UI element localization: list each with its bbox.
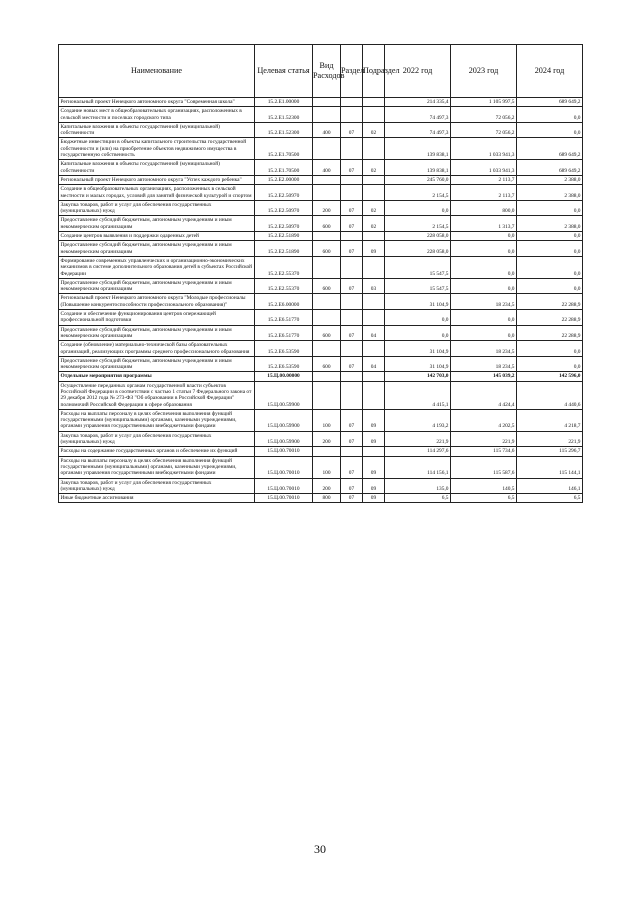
cell-2022: 214 335,4	[385, 98, 451, 107]
cell-code: 15.2.Е2.51890	[255, 232, 313, 241]
cell-razdel: 07	[341, 494, 363, 503]
cell-razdel	[341, 232, 363, 241]
table-row	[59, 175, 583, 184]
table-row	[59, 138, 583, 160]
cell-2023: 4 202,5	[451, 409, 517, 431]
cell-2022: 135,0	[385, 478, 451, 494]
cell-name: Расходы на содержание государственных органов и обеспечение их функций	[59, 447, 255, 456]
cell-razdel	[341, 447, 363, 456]
cell-2023: 115 734,6	[451, 447, 517, 456]
cell-vid: 200	[313, 478, 341, 494]
cell-code: 15.Ц.00.00000	[255, 372, 313, 381]
cell-2024: 4 440,6	[517, 381, 583, 409]
cell-podrazdel: 02	[363, 216, 385, 232]
table-row	[59, 122, 583, 138]
cell-2022: 15 547,5	[385, 278, 451, 294]
table-row	[59, 232, 583, 241]
header-2022: 2022 год	[385, 45, 451, 98]
cell-vid	[313, 185, 341, 201]
cell-vid	[313, 381, 341, 409]
cell-code: 15.2.Е6.53590	[255, 356, 313, 372]
cell-razdel	[341, 294, 363, 310]
cell-name: Расходы на выплаты персоналу в целях обеспечения выполнения функций государственными (муниципальными) органами, казенными учреждениями, органами управления государственными внебюджетными фондами	[59, 409, 255, 431]
cell-razdel	[341, 256, 363, 278]
cell-vid: 600	[313, 278, 341, 294]
cell-razdel	[341, 310, 363, 326]
header-podrazdel: Подраздел	[363, 45, 385, 98]
cell-2022: 139 838,1	[385, 160, 451, 176]
cell-2024: 22 288,9	[517, 294, 583, 310]
table-row	[59, 341, 583, 357]
cell-razdel: 07	[341, 356, 363, 372]
cell-podrazdel: 04	[363, 325, 385, 341]
cell-razdel: 07	[341, 456, 363, 478]
cell-podrazdel	[363, 98, 385, 107]
cell-vid	[313, 341, 341, 357]
cell-vid	[313, 107, 341, 123]
cell-name: Расходы на выплаты персоналу в целях обеспечения выполнения функций государственными (муниципальными) органами, казенными учреждениями, органами управления государственными внебюджетными фондами	[59, 456, 255, 478]
cell-2023: 1 313,7	[451, 216, 517, 232]
cell-2022: 228 058,0	[385, 241, 451, 257]
cell-name: Капитальные вложения в объекты государственной (муниципальной) собственности	[59, 122, 255, 138]
cell-name: Капитальные вложения в объекты государственной (муниципальной) собственности	[59, 160, 255, 176]
cell-code: 15.Ц.00.70010	[255, 456, 313, 478]
cell-vid: 100	[313, 409, 341, 431]
cell-name: Региональный проект Ненецкого автономного округа "Молодые профессионалы (Повышение конкурентоспособности профессионального образования)"	[59, 294, 255, 310]
cell-2024: 0,0	[517, 241, 583, 257]
cell-2023: 0,0	[451, 310, 517, 326]
page-number: 30	[314, 842, 326, 856]
cell-2023: 1 105 997,5	[451, 98, 517, 107]
cell-podrazdel	[363, 341, 385, 357]
cell-2022: 0,0	[385, 325, 451, 341]
cell-code: 15.Ц.00.59900	[255, 409, 313, 431]
cell-2023: 0,0	[451, 232, 517, 241]
cell-podrazdel	[363, 310, 385, 326]
cell-podrazdel	[363, 381, 385, 409]
cell-razdel	[341, 185, 363, 201]
cell-2024: 0,0	[517, 200, 583, 216]
table-row	[59, 409, 583, 431]
cell-code: 15.2.Е1.70500	[255, 160, 313, 176]
cell-2022: 4 193,2	[385, 409, 451, 431]
cell-razdel: 07	[341, 122, 363, 138]
header-2023: 2023 год	[451, 45, 517, 98]
cell-podrazdel: 09	[363, 409, 385, 431]
cell-2023: 800,0	[451, 200, 517, 216]
cell-podrazdel: 09	[363, 431, 385, 447]
cell-2024: 2 388,0	[517, 216, 583, 232]
cell-code: 15.2.Е1.00000	[255, 98, 313, 107]
cell-name: Закупка товаров, работ и услуг для обеспечения государственных (муниципальных) нужд	[59, 478, 255, 494]
cell-2023: 18 234,5	[451, 341, 517, 357]
cell-code: 15.2.Е2.50970	[255, 185, 313, 201]
cell-podrazdel	[363, 372, 385, 381]
table-row	[59, 494, 583, 503]
cell-2022: 74 497,3	[385, 122, 451, 138]
cell-name: Закупка товаров, работ и услуг для обеспечения государственных (муниципальных) нужд	[59, 431, 255, 447]
table-header-row	[59, 45, 583, 98]
table-row	[59, 381, 583, 409]
cell-2022: 142 703,0	[385, 372, 451, 381]
cell-code: 15.2.Е2.00000	[255, 175, 313, 184]
table-body	[59, 98, 583, 503]
cell-name: Создание и обеспечение функционирования центров опережающей профессиональной подготовки	[59, 310, 255, 326]
cell-razdel	[341, 372, 363, 381]
cell-2024: 0,0	[517, 122, 583, 138]
cell-vid: 200	[313, 431, 341, 447]
cell-vid	[313, 98, 341, 107]
cell-vid	[313, 256, 341, 278]
cell-2022: 74 497,3	[385, 107, 451, 123]
table-row	[59, 256, 583, 278]
cell-2023: 2 113,7	[451, 185, 517, 201]
cell-code: 15.2.Е1.52300	[255, 107, 313, 123]
table-row	[59, 431, 583, 447]
header-razdel: Раздел	[341, 45, 363, 98]
cell-code: 15.2.Е6.51770	[255, 310, 313, 326]
table-row	[59, 241, 583, 257]
cell-2022: 228 058,0	[385, 232, 451, 241]
cell-2023: 0,0	[451, 325, 517, 341]
cell-2022: 6,5	[385, 494, 451, 503]
cell-podrazdel	[363, 256, 385, 278]
cell-2024: 22 288,9	[517, 310, 583, 326]
header-code: Целевая статья	[255, 45, 313, 98]
cell-vid	[313, 138, 341, 160]
cell-razdel: 07	[341, 200, 363, 216]
cell-2023: 0,0	[451, 241, 517, 257]
table-row	[59, 216, 583, 232]
cell-2022: 0,0	[385, 200, 451, 216]
cell-podrazdel: 02	[363, 200, 385, 216]
cell-podrazdel: 04	[363, 356, 385, 372]
cell-2023: 145 039,2	[451, 372, 517, 381]
cell-2022: 245 760,0	[385, 175, 451, 184]
header-vid: Вид Расходов	[313, 45, 341, 98]
cell-code: 15.2.Е6.53590	[255, 341, 313, 357]
header-name: Наименование	[59, 45, 255, 98]
cell-2023: 72 056,2	[451, 122, 517, 138]
header-2024: 2024 год	[517, 45, 583, 98]
cell-razdel	[341, 98, 363, 107]
cell-name: Бюджетные инвестиции в объекты капитального строительства государственной собственности и (или) на приобретение объектов недвижимого имущества в государственную собственность	[59, 138, 255, 160]
cell-razdel: 07	[341, 216, 363, 232]
cell-vid	[313, 310, 341, 326]
cell-code: 15.2.Е2.55370	[255, 256, 313, 278]
cell-2022: 31 104,9	[385, 341, 451, 357]
budget-table-sheet	[58, 44, 582, 503]
cell-2024: 0,0	[517, 278, 583, 294]
cell-vid: 100	[313, 456, 341, 478]
cell-podrazdel: 02	[363, 160, 385, 176]
cell-razdel: 07	[341, 278, 363, 294]
table-row	[59, 185, 583, 201]
cell-code: 15.2.Е2.50970	[255, 216, 313, 232]
cell-2024: 0,0	[517, 356, 583, 372]
cell-2023: 2 113,7	[451, 175, 517, 184]
cell-2023: 1 033 941,3	[451, 138, 517, 160]
cell-code: 15.2.Е2.50970	[255, 200, 313, 216]
table-row	[59, 325, 583, 341]
cell-2022: 139 838,1	[385, 138, 451, 160]
cell-2022: 31 104,9	[385, 294, 451, 310]
cell-2024: 0,0	[517, 256, 583, 278]
cell-vid: 600	[313, 325, 341, 341]
cell-podrazdel: 03	[363, 278, 385, 294]
cell-vid: 200	[313, 200, 341, 216]
cell-code: 15.Ц.00.59900	[255, 431, 313, 447]
cell-podrazdel	[363, 294, 385, 310]
cell-2023: 140,5	[451, 478, 517, 494]
cell-2022: 15 547,5	[385, 256, 451, 278]
cell-code: 15.2.Е6.00000	[255, 294, 313, 310]
table-row	[59, 98, 583, 107]
cell-2024: 4 218,7	[517, 409, 583, 431]
cell-2022: 4 415,1	[385, 381, 451, 409]
cell-2023: 4 424,4	[451, 381, 517, 409]
cell-2022: 114 297,6	[385, 447, 451, 456]
cell-2024: 221,9	[517, 431, 583, 447]
cell-2022: 221,9	[385, 431, 451, 447]
cell-vid: 600	[313, 241, 341, 257]
table-row	[59, 478, 583, 494]
cell-name: Создание центров выявления и поддержки одаренных детей	[59, 232, 255, 241]
table-row	[59, 310, 583, 326]
cell-code: 15.Ц.00.70010	[255, 494, 313, 503]
cell-code: 15.Ц.00.59900	[255, 381, 313, 409]
cell-podrazdel	[363, 232, 385, 241]
cell-podrazdel: 09	[363, 494, 385, 503]
cell-2024: 0,0	[517, 232, 583, 241]
cell-vid: 800	[313, 494, 341, 503]
cell-2024: 689 649,2	[517, 98, 583, 107]
table-row	[59, 294, 583, 310]
cell-2022: 114 156,1	[385, 456, 451, 478]
cell-2023: 72 056,2	[451, 107, 517, 123]
cell-podrazdel	[363, 447, 385, 456]
cell-code: 15.Ц.00.70010	[255, 478, 313, 494]
cell-name: Региональный проект Ненецкого автономного округа "Современная школа"	[59, 98, 255, 107]
cell-razdel: 07	[341, 160, 363, 176]
cell-vid	[313, 447, 341, 456]
cell-name: Отдельные мероприятия программы	[59, 372, 255, 381]
cell-code: 15.2.Е2.51890	[255, 241, 313, 257]
cell-2023: 1 033 941,3	[451, 160, 517, 176]
cell-2024: 0,0	[517, 341, 583, 357]
cell-podrazdel	[363, 185, 385, 201]
cell-name: Предоставление субсидий бюджетным, автономным учреждениям и иным некоммерческим организациям	[59, 241, 255, 257]
cell-2023: 18 234,5	[451, 294, 517, 310]
cell-2024: 689 649,2	[517, 160, 583, 176]
table-row	[59, 278, 583, 294]
cell-2022: 2 154,5	[385, 216, 451, 232]
cell-name: Иные бюджетные ассигнования	[59, 494, 255, 503]
cell-2023: 0,0	[451, 256, 517, 278]
cell-razdel	[341, 381, 363, 409]
cell-name: Создание новых мест в общеобразовательных организациях, расположенных в сельской местности и поселках городского типа	[59, 107, 255, 123]
cell-razdel	[341, 107, 363, 123]
cell-2022: 2 154,5	[385, 185, 451, 201]
cell-razdel: 07	[341, 325, 363, 341]
cell-2024: 2 388,0	[517, 175, 583, 184]
cell-razdel	[341, 138, 363, 160]
cell-2024: 115 144,1	[517, 456, 583, 478]
table-row	[59, 456, 583, 478]
cell-2024: 115 296,7	[517, 447, 583, 456]
table-row	[59, 160, 583, 176]
cell-podrazdel	[363, 107, 385, 123]
cell-vid: 600	[313, 356, 341, 372]
cell-name: Создание в общеобразовательных организациях, расположенных в сельской местности и малых городах, условий для занятий физической культурой и спортом	[59, 185, 255, 201]
cell-vid: 400	[313, 160, 341, 176]
budget-table	[58, 44, 583, 503]
cell-2023: 221,9	[451, 431, 517, 447]
cell-2023: 18 234,5	[451, 356, 517, 372]
cell-razdel: 07	[341, 241, 363, 257]
cell-vid	[313, 372, 341, 381]
cell-name: Формирование современных управленческих и организационно-экономических механизмов в системе дополнительного образования детей в субъектах Российской Федерации	[59, 256, 255, 278]
cell-razdel: 07	[341, 409, 363, 431]
cell-vid: 400	[313, 122, 341, 138]
cell-code: 15.2.Е1.70500	[255, 138, 313, 160]
cell-2024: 6,5	[517, 494, 583, 503]
cell-2024: 146,1	[517, 478, 583, 494]
cell-2024: 142 596,0	[517, 372, 583, 381]
cell-code: 15.Ц.00.70010	[255, 447, 313, 456]
table-row	[59, 356, 583, 372]
cell-2022: 31 104,9	[385, 356, 451, 372]
cell-razdel: 07	[341, 431, 363, 447]
cell-code: 15.2.Е6.51770	[255, 325, 313, 341]
cell-name: Создание (обновление) материально-технической базы образовательных организаций, реализующих программы среднего профессионального образования	[59, 341, 255, 357]
cell-name: Предоставление субсидий бюджетным, автономным учреждениям и иным некоммерческим организациям	[59, 278, 255, 294]
cell-2024: 0,0	[517, 107, 583, 123]
cell-podrazdel	[363, 175, 385, 184]
cell-name: Предоставление субсидий бюджетным, автономным учреждениям и иным некоммерческим организациям	[59, 325, 255, 341]
cell-2023: 115 587,6	[451, 456, 517, 478]
cell-razdel	[341, 175, 363, 184]
cell-name: Осуществление переданных органам государственной власти субъектов Российской Федерации в соответствии с частью 1 статьи 7 Федерального закона от 29 декабря 2012 года № 273-ФЗ "Об образовании в Российской Федерации" полномочий Российской Федерации в сфере образования	[59, 381, 255, 409]
cell-2024: 2 388,0	[517, 185, 583, 201]
cell-razdel	[341, 341, 363, 357]
cell-name: Закупка товаров, работ и услуг для обеспечения государственных (муниципальных) нужд	[59, 200, 255, 216]
cell-vid: 600	[313, 216, 341, 232]
cell-2022: 0,0	[385, 310, 451, 326]
cell-podrazdel: 09	[363, 456, 385, 478]
table-row	[59, 107, 583, 123]
cell-2024: 22 288,9	[517, 325, 583, 341]
cell-name: Предоставление субсидий бюджетным, автономным учреждениям и иным некоммерческим организациям	[59, 216, 255, 232]
cell-2023: 0,0	[451, 278, 517, 294]
table-row	[59, 372, 583, 381]
cell-vid	[313, 175, 341, 184]
cell-2024: 689 649,2	[517, 138, 583, 160]
cell-razdel: 07	[341, 478, 363, 494]
cell-vid	[313, 294, 341, 310]
cell-podrazdel: 09	[363, 241, 385, 257]
cell-2023: 6,5	[451, 494, 517, 503]
cell-vid	[313, 232, 341, 241]
cell-podrazdel	[363, 138, 385, 160]
cell-code: 15.2.Е2.55370	[255, 278, 313, 294]
table-row	[59, 447, 583, 456]
cell-code: 15.2.Е1.52300	[255, 122, 313, 138]
table-row	[59, 200, 583, 216]
cell-podrazdel: 09	[363, 478, 385, 494]
cell-name: Региональный проект Ненецкого автономного округа "Успех каждого ребенка"	[59, 175, 255, 184]
cell-podrazdel: 02	[363, 122, 385, 138]
cell-name: Предоставление субсидий бюджетным, автономным учреждениям и иным некоммерческим организациям	[59, 356, 255, 372]
